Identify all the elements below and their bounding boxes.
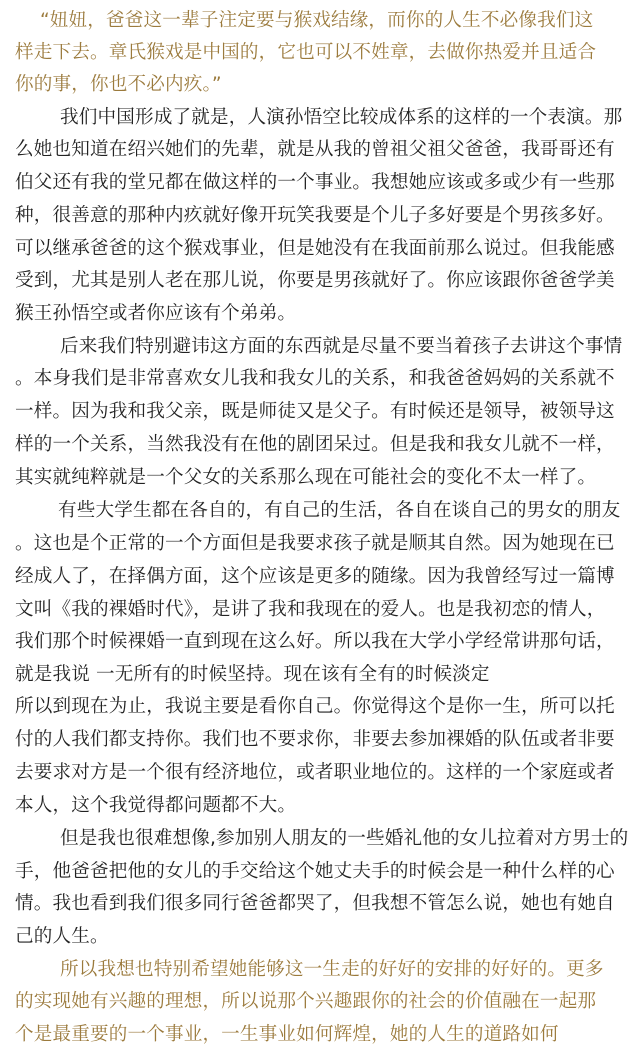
paragraph-line: 。本身我们是非常喜欢女儿我和我女儿的关系，和我爸爸妈妈的关系就不 bbox=[15, 368, 615, 389]
paragraph-line: 样的一个关系，当然我没有在他的剧团呆过。但是我和我女儿就不一样， bbox=[15, 434, 615, 455]
paragraph-line: 所以到现在为止，我说主要是看你自己。你觉得这个是你一生，所可以托 bbox=[15, 696, 615, 717]
paragraph-line: 后来我们特别避讳这方面的东西就是尽量不要当着孩子去讲这个事情 bbox=[60, 336, 623, 357]
paragraph-line: 猴王孙悟空或者你应该有个弟弟。 bbox=[15, 303, 297, 324]
paragraph-line: 受到，尤其是别人老在那儿说，你要是男孩就好了。你应该跟你爸爸学美 bbox=[15, 270, 615, 291]
paragraph-line: 手，他爸爸把他的女儿的手交给这个她丈夫手的时候会是一种什么样的心 bbox=[15, 861, 615, 882]
paragraph-line: 我们那个时候裸婚一直到现在这么好。所以我在大学小学经常讲那句话， bbox=[15, 631, 615, 652]
quote-line: 所以我想也特别希望她能够这一生走的好好的安排的好好的。更多 bbox=[60, 959, 604, 980]
paragraph-line: 文叫《我的裸婚时代》，是讲了我和我现在的爱人。也是我初恋的情人， bbox=[15, 599, 606, 620]
paragraph-line: 其实就纯粹就是一个父女的关系那么现在可能社会的变化不太一样了。 bbox=[15, 467, 597, 488]
paragraph-line: 就是我说 一无所有的时候坚持。现在该有全有的时候淡定 bbox=[15, 664, 490, 685]
paragraph-line: 本人，这个我觉得都问题都不大。 bbox=[15, 795, 297, 816]
quote-line: 你的事，你也不必内疚。” bbox=[15, 74, 222, 95]
quote-line: 样走下去。章氏猴戏是中国的，它也可以不姓章，去做你热爱并且适合 bbox=[15, 42, 597, 63]
paragraph-line: 己的人生。 bbox=[15, 926, 109, 947]
paragraph-line: 。这也是个正常的一个方面但是我要求孩子就是顺其自然。因为她现在已 bbox=[15, 533, 615, 554]
quote-line: 个是最重要的一个事业，一生事业如何辉煌，她的人生的道路如何 bbox=[15, 1024, 559, 1045]
paragraph-line: 付的人我们都支持你。我们也不要求你，非要去参加裸婚的队伍或者非要 bbox=[15, 729, 615, 750]
quote-line: “妞妞，爸爸这一辈子注定要与猴戏结缘，而你的人生不必像我们这 bbox=[40, 10, 594, 31]
paragraph-line: 情。我也看到我们很多同行爸爸都哭了，但我想不管怎么说，她也有她自 bbox=[15, 893, 615, 914]
paragraph-line: 我们中国形成了就是，人演孙悟空比较成体系的这样的一个表演。那 bbox=[60, 107, 623, 128]
paragraph-line: 可以继承爸爸的这个猴戏事业，但是她没有在我面前那么说过。但我能感 bbox=[15, 238, 615, 259]
paragraph-line: 去要求对方是一个很有经济地位，或者职业地位的。这样的一个家庭或者 bbox=[15, 762, 615, 783]
paragraph-line: 么她也知道在绍兴她们的先辈，就是从我的曾祖父祖父爸爸，我哥哥还有 bbox=[15, 139, 615, 160]
paragraph-line: 一样。因为我和我父亲，既是师徒又是父子。有时候还是领导，被领导这 bbox=[15, 401, 615, 422]
paragraph-line: 种，很善意的那种内疚就好像开玩笑我要是个儿子多好要是个男孩多好。 bbox=[15, 205, 615, 226]
paragraph-line: 有些大学生都在各自的，有自己的生活，各自在谈自己的男女的朋友 bbox=[58, 500, 621, 521]
paragraph-line: 经成人了，在择偶方面，这个应该是更多的随缘。因为我曾经写过一篇博 bbox=[15, 566, 615, 587]
paragraph-line: 但是我也很难想像,参加别人朋友的一些婚礼他的女儿拉着对方男士的 bbox=[60, 828, 629, 849]
quote-line: 的实现她有兴趣的理想，所以说那个兴趣跟你的社会的价值融在一起那 bbox=[15, 991, 597, 1012]
paragraph-line: 伯父还有我的堂兄都在做这样的一个事业。我想她应该或多或少有一些那 bbox=[15, 172, 615, 193]
